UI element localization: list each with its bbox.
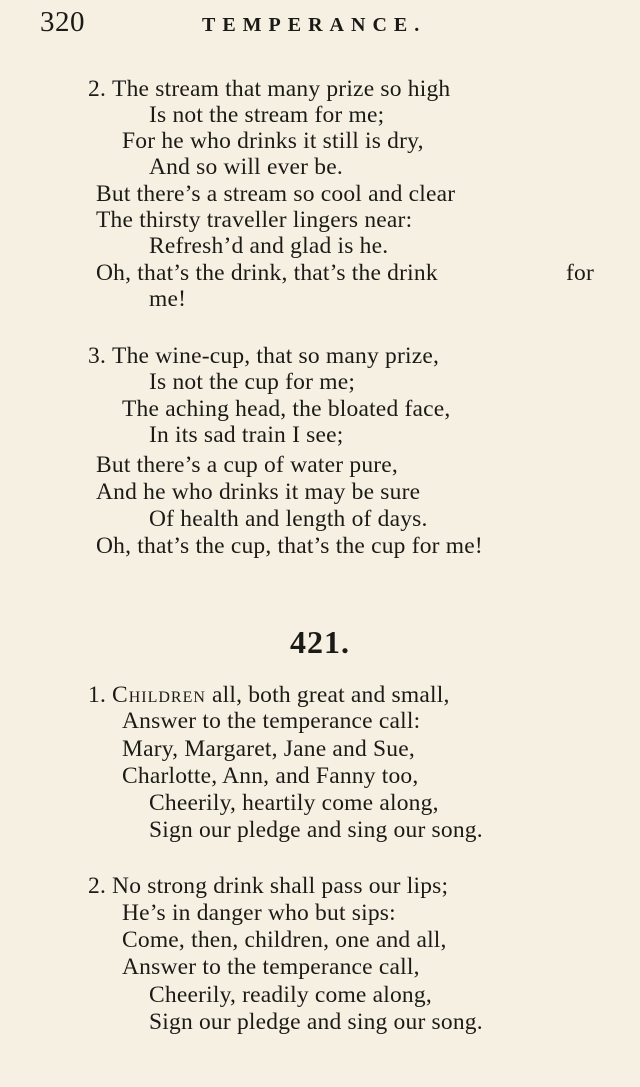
running-head: TEMPERANCE. — [202, 14, 427, 36]
verse-line: Refresh’d and glad is he. — [149, 233, 389, 259]
verse-line: He’s in danger who but sips: — [122, 900, 396, 926]
verse-line: Sign our pledge and sing our song. — [149, 817, 483, 843]
verse-line: Oh, that’s the cup, that’s the cup for me! — [96, 533, 483, 559]
verse-line: Sign our pledge and sing our song. — [149, 1009, 483, 1035]
first-word-smallcaps: Children — [112, 682, 206, 708]
verse-line-end: for — [566, 260, 595, 286]
verse-line: Is not the cup for me; — [149, 369, 356, 395]
verse-text: The stream that many prize so high — [112, 76, 451, 102]
verse-line: Mary, Margaret, Jane and Sue, — [122, 736, 415, 762]
verse-line: The aching head, the bloated face, — [122, 396, 451, 422]
verse-line: Come, then, children, one and all, — [122, 927, 447, 953]
verse-line: But there’s a cup of water pure, — [96, 452, 398, 478]
stanza-number: 1. — [88, 682, 107, 708]
verse-line: me! — [149, 286, 187, 312]
hymn-number: 421. — [290, 624, 350, 660]
stanza-number: 2. — [88, 873, 107, 899]
stanza-number: 2. — [88, 76, 107, 102]
verse-text: all, both great and small, — [205, 682, 450, 708]
page-number: 320 — [40, 6, 85, 38]
verse-line — [88, 873, 448, 899]
verse-text: No strong drink shall pass our lips; — [112, 873, 449, 899]
verse-line: And he who drinks it may be sure — [96, 479, 421, 505]
verse-line: Oh, that’s the drink, that’s the drink — [96, 260, 438, 286]
verse-line: The thirsty traveller lingers near: — [96, 207, 413, 233]
verse-line: Cheerily, readily come along, — [149, 982, 432, 1008]
verse-line — [88, 343, 439, 369]
stanza-number: 3. — [88, 343, 107, 369]
page-header — [40, 6, 600, 42]
verse-line: Charlotte, Ann, and Fanny too, — [122, 763, 419, 789]
verse-text: The wine-cup, that so many prize, — [112, 343, 440, 369]
verse-line: Cheerily, heartily come along, — [149, 790, 439, 816]
verse-line: Answer to the temperance call: — [122, 708, 421, 734]
verse-line: In its sad train I see; — [149, 422, 344, 448]
verse-line — [88, 76, 450, 102]
verse-line: Is not the stream for me; — [149, 102, 385, 128]
verse-line: And so will ever be. — [149, 154, 343, 180]
verse-line: But there’s a stream so cool and clear — [96, 181, 456, 207]
verse-line: Of health and length of days. — [149, 506, 428, 532]
verse-line — [88, 682, 450, 708]
verse-line: For he who drinks it still is dry, — [122, 128, 424, 154]
verse-line: Answer to the temperance call, — [122, 954, 420, 980]
